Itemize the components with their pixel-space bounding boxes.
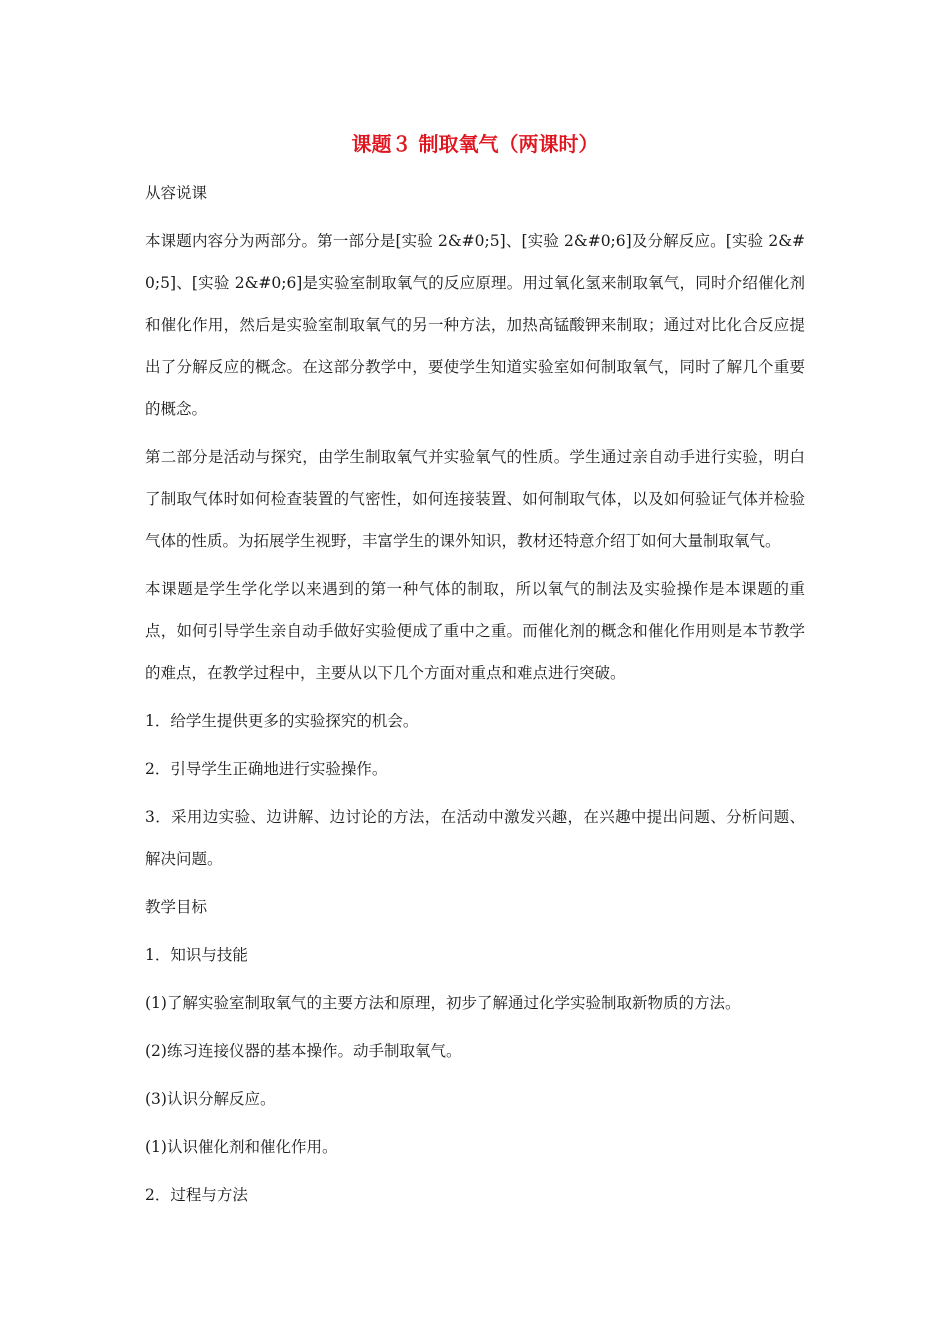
- section-heading: 教学目标: [145, 898, 208, 916]
- list-item: (1)了解实验室制取氧气的主要方法和原理，初步了解通过化学实验制取新物质的方法。: [145, 994, 741, 1012]
- paragraph: 本课题是学生学化学以来遇到的第一种气体的制取，所以氧气的制法及实验操作是本课题的重点，如何引导学生亲自动手做好实验便成了重中之重。而催化剂的概念和催化作用则是本节教学的难点，在教学过程中，主要从以下几个方面对重点和难点进行突破。: [145, 580, 805, 682]
- paragraph: 本课题内容分为两部分。第一部分是[实验 2&#0;5]、[实验 2&#0;6]及分解反应。[实验 2&#0;5]、[实验 2&#0;6]是实验室制取氧气的反应原理。用过氧化氢来制取氧气，同时介绍催化剂和催化作用，然后是实验室制取氧气的另一种方法，加热高锰酸钾来制取；通过对比化合反应提出了分解反应的概念。在这部分教学中，要使学生知道实验室如何制取氧气，同时了解几个重要的概念。: [145, 232, 805, 418]
- document-title: 课题３ 制取氧气（两课时）: [351, 132, 599, 156]
- list-item: 3．采用边实验、边讲解、边讨论的方法，在活动中激发兴趣，在兴趣中提出问题、分析问题、解决问题。: [145, 808, 805, 868]
- list-item: (1)认识催化剂和催化作用。: [145, 1138, 338, 1156]
- list-item: 2．引导学生正确地进行实验操作。: [145, 760, 388, 778]
- document-body: [145, 128, 805, 1222]
- paragraph: 第二部分是活动与探究，由学生制取氧气并实验氧气的性质。学生通过亲自动手进行实验，明白了制取气体时如何检查装置的气密性，如何连接装置、如何制取气体，以及如何验证气体并检验气体的性质。为拓展学生视野，丰富学生的课外知识，教材还特意介绍丁如何大量制取氧气。: [145, 448, 805, 550]
- section-heading: 从容说课: [145, 184, 208, 202]
- list-item: (3)认识分解反应。: [145, 1090, 276, 1108]
- subsection-heading: 1．知识与技能: [145, 946, 248, 964]
- list-item: 1．给学生提供更多的实验探究的机会。: [145, 712, 419, 730]
- subsection-heading: 2．过程与方法: [145, 1186, 248, 1204]
- list-item: (2)练习连接仪器的基本操作。动手制取氧气。: [145, 1042, 462, 1060]
